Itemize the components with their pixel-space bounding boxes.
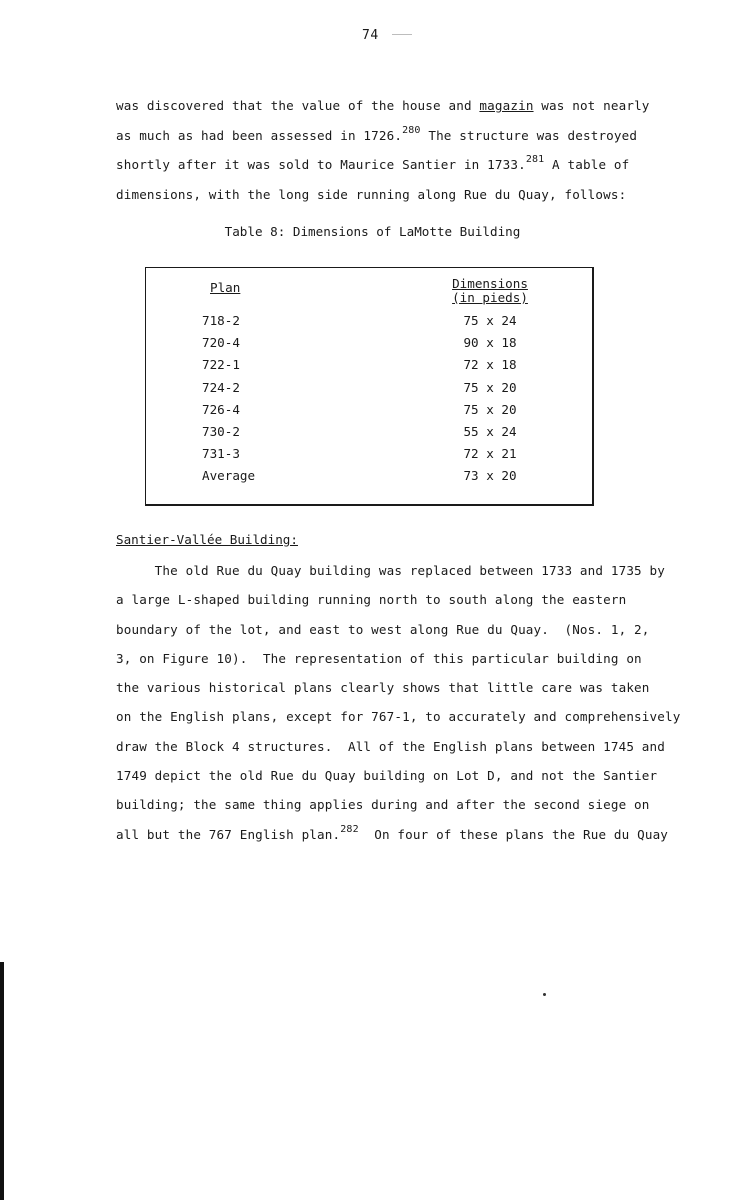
page-number: 74 (362, 28, 379, 43)
table-header-dimensions-line2: (in pieds) (452, 290, 528, 305)
text-run: all but the 767 English plan. (116, 826, 341, 842)
table-row (146, 332, 592, 354)
text-run: dimensions, with the long side running along Rue du Quay, follows: (116, 186, 627, 202)
cell-plan: 718-2 (202, 313, 240, 328)
footnote-ref: 282 (340, 823, 359, 835)
table-header-plan: Plan (210, 280, 241, 295)
footnote-ref: 280 (402, 124, 421, 136)
text-run: draw the Block 4 structures. All of the English plans between 1745 and (116, 738, 665, 754)
cell-plan: 726-4 (202, 401, 240, 417)
table-row (146, 399, 592, 421)
table-row (146, 310, 592, 332)
text-run: on the English plans, except for 767-1, to accurately and comprehensively (116, 709, 681, 725)
table-caption: Table 8: Dimensions of LaMotte Building (224, 224, 521, 239)
table-header-dimensions-line1: Dimensions (452, 276, 528, 291)
cell-plan: 722-1 (202, 357, 240, 373)
text-line (116, 615, 650, 644)
text-run: On four of these plans the Rue du Quay (358, 826, 669, 842)
text-run: shortly after it was sold to Maurice Santier in 1733. (116, 157, 526, 172)
text-line (116, 820, 669, 849)
text-run: building; the same thing applies during and after the second siege on (116, 797, 650, 813)
text-line (116, 150, 636, 180)
scan-speck (543, 993, 546, 996)
text-line (116, 91, 650, 121)
cell-plan: 720-4 (202, 335, 240, 351)
text-line (116, 556, 665, 585)
dimensions-table (145, 267, 594, 506)
table-row (146, 465, 592, 487)
table-row (146, 377, 592, 399)
intro-paragraph (116, 91, 650, 209)
cell-plan: 730-2 (202, 424, 240, 439)
cell-dimensions: 75 x 20 (463, 401, 517, 417)
text-line (116, 761, 658, 790)
text-line (116, 121, 636, 151)
cell-plan: Average (202, 468, 256, 484)
underlined-term: magazin (479, 98, 534, 113)
text-run: a large L-shaped building running north to south along the eastern (116, 592, 627, 608)
cell-dimensions: 73 x 20 (463, 468, 517, 484)
text-run: boundary of the lot, and east to west along Rue du Quay. (Nos. 1, 2, (116, 621, 650, 637)
table-row (146, 421, 592, 443)
text-line (116, 702, 681, 731)
cell-plan: 731-3 (202, 446, 240, 462)
text-run: A table of (544, 157, 630, 172)
section-heading: Santier-Vallée Building: (116, 532, 298, 547)
text-run: 3, on Figure 10). The representation of this particular building on (116, 650, 642, 666)
text-line (116, 180, 636, 210)
text-run: The old Rue du Quay building was replaced between 1733 and 1735 by (116, 563, 665, 578)
text-line (116, 732, 665, 761)
cell-dimensions: 75 x 20 (463, 379, 517, 395)
text-line (116, 673, 650, 702)
body-paragraph (116, 556, 681, 849)
text-run: the various historical plans clearly shows that little care was taken (116, 680, 650, 696)
cell-dimensions: 75 x 24 (463, 313, 517, 328)
table-row (146, 443, 592, 465)
text-run: was not nearly (533, 98, 650, 113)
text-line (116, 644, 642, 673)
cell-dimensions: 72 x 21 (463, 446, 517, 462)
page-mark-line (392, 34, 412, 35)
text-run: 1749 depict the old Rue du Quay building on Lot D, and not the Santier (116, 768, 658, 784)
cell-dimensions: 72 x 18 (463, 357, 517, 373)
table-header-dimensions (450, 277, 530, 305)
text-line (116, 585, 636, 614)
text-run: as much as had been assessed in 1726. (116, 127, 403, 143)
cell-plan: 724-2 (202, 379, 240, 395)
scan-edge-bar (0, 962, 4, 1200)
table-row (146, 354, 592, 376)
cell-dimensions: 55 x 24 (463, 424, 517, 439)
text-run: was discovered that the value of the house and (116, 98, 480, 113)
footnote-ref: 281 (525, 154, 545, 165)
text-line (116, 790, 650, 819)
cell-dimensions: 90 x 18 (463, 335, 517, 351)
text-run: The structure was destroyed (420, 127, 638, 143)
